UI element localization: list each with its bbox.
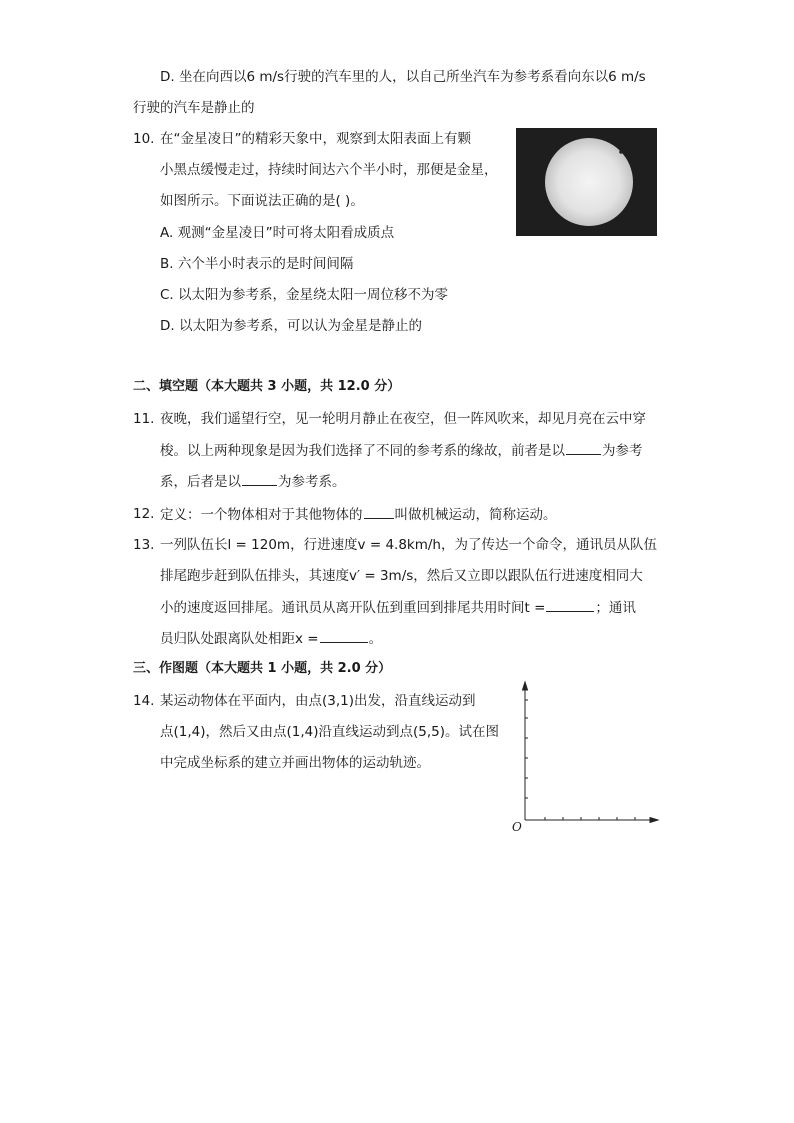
q13-blank-t[interactable] bbox=[546, 598, 594, 612]
q11-line1: 夜晚，我们遥望行空，见一轮明月静止在夜空，但一阵风吹来，却见月亮在云中穿 bbox=[160, 411, 646, 427]
q13-line2: 排尾跑步赶到队伍排头，其速度v′ = 3m/s，然后又立即以跟队伍行进速度相同大 bbox=[160, 568, 643, 584]
q11-blank-1[interactable] bbox=[566, 441, 601, 455]
q11-number: 11. bbox=[133, 411, 155, 427]
q12-blank[interactable] bbox=[364, 505, 394, 519]
venus-dot bbox=[619, 150, 623, 154]
q13-number: 13. bbox=[133, 537, 155, 553]
q10-option-a: A. 观测“金星凌日”时可将太阳看成质点 bbox=[160, 225, 395, 241]
q13-line3 bbox=[160, 598, 636, 617]
q12-line1 bbox=[160, 505, 557, 524]
q10-option-c: C. 以太阳为参考系，金星绕太阳一周位移不为零 bbox=[160, 287, 449, 303]
q11-line2-text-a: 梭。以上两种现象是因为我们选择了不同的参考系的缘故，前者是以 bbox=[160, 443, 565, 459]
x-axis-arrow bbox=[650, 818, 658, 823]
q14-number: 14. bbox=[133, 693, 155, 709]
q14-line3: 中完成坐标系的建立并画出物体的运动轨迹。 bbox=[160, 755, 430, 771]
q14-line2: 点(1,4)，然后又由点(1,4)沿直线运动到点(5,5)。试在图 bbox=[160, 724, 500, 740]
q12-text-b: 叫做机械运动，简称运动。 bbox=[394, 507, 557, 523]
section-3-heading: 三、作图题（本大题共 1 小题，共 2.0 分） bbox=[133, 661, 392, 676]
q11-blank-2[interactable] bbox=[242, 472, 277, 486]
q13-line1: 一列队伍长l = 120m，行进速度v = 4.8km/h，为了传达一个命令，通讯员从队伍 bbox=[160, 537, 657, 553]
q10-option-b: B. 六个半小时表示的是时间间隔 bbox=[160, 256, 354, 272]
q10-option-d: D. 以太阳为参考系，可以认为金星是静止的 bbox=[160, 318, 422, 334]
q10-stem-line1: 在“金星凌日”的精彩天象中，观察到太阳表面上有颗 bbox=[160, 131, 471, 147]
q14-line1: 某运动物体在平面内，由点(3,1)出发，沿直线运动到 bbox=[160, 693, 476, 709]
y-axis-arrow bbox=[523, 682, 528, 690]
q13-line3-text-a: 小的速度返回排尾。通讯员从离开队伍到重回到排尾共用时间t = bbox=[160, 600, 546, 616]
q9-option-d-line1: D. 坐在向西以6 m/s行驶的汽车里的人，以自己所坐汽车为参考系看向东以6 m/s bbox=[160, 69, 646, 85]
origin-label: O bbox=[512, 820, 522, 834]
q10-number: 10. bbox=[133, 131, 155, 147]
q13-line4-text-b: 。 bbox=[368, 631, 383, 647]
q13-line4 bbox=[160, 629, 382, 648]
q13-blank-x[interactable] bbox=[320, 629, 368, 643]
venus-transit-photo bbox=[516, 128, 657, 236]
q12-text-a: 定义：一个物体相对于其他物体的 bbox=[160, 507, 363, 523]
q9-option-d-line2: 行驶的汽车是静止的 bbox=[133, 100, 255, 116]
q12-number: 12. bbox=[133, 506, 155, 522]
q10-stem-line3: 如图所示。下面说法正确的是( )。 bbox=[160, 193, 364, 209]
q11-line3 bbox=[160, 472, 346, 491]
section-2-heading: 二、填空题（本大题共 3 小题，共 12.0 分） bbox=[133, 379, 401, 394]
q10-stem-line2: 小黑点缓慢走过，持续时间达六个半小时，那便是金星， bbox=[160, 162, 498, 178]
coordinate-axes-figure bbox=[508, 680, 664, 836]
q11-line3-text-a: 系，后者是以 bbox=[160, 474, 241, 490]
q13-line4-text-a: 员归队处跟离队处相距x = bbox=[160, 631, 319, 647]
q11-line3-text-b: 为参考系。 bbox=[278, 474, 346, 490]
q13-line3-text-b: ；通讯 bbox=[595, 600, 636, 616]
q11-line2-text-b: 为参考 bbox=[602, 443, 643, 459]
q11-line2 bbox=[160, 441, 643, 460]
